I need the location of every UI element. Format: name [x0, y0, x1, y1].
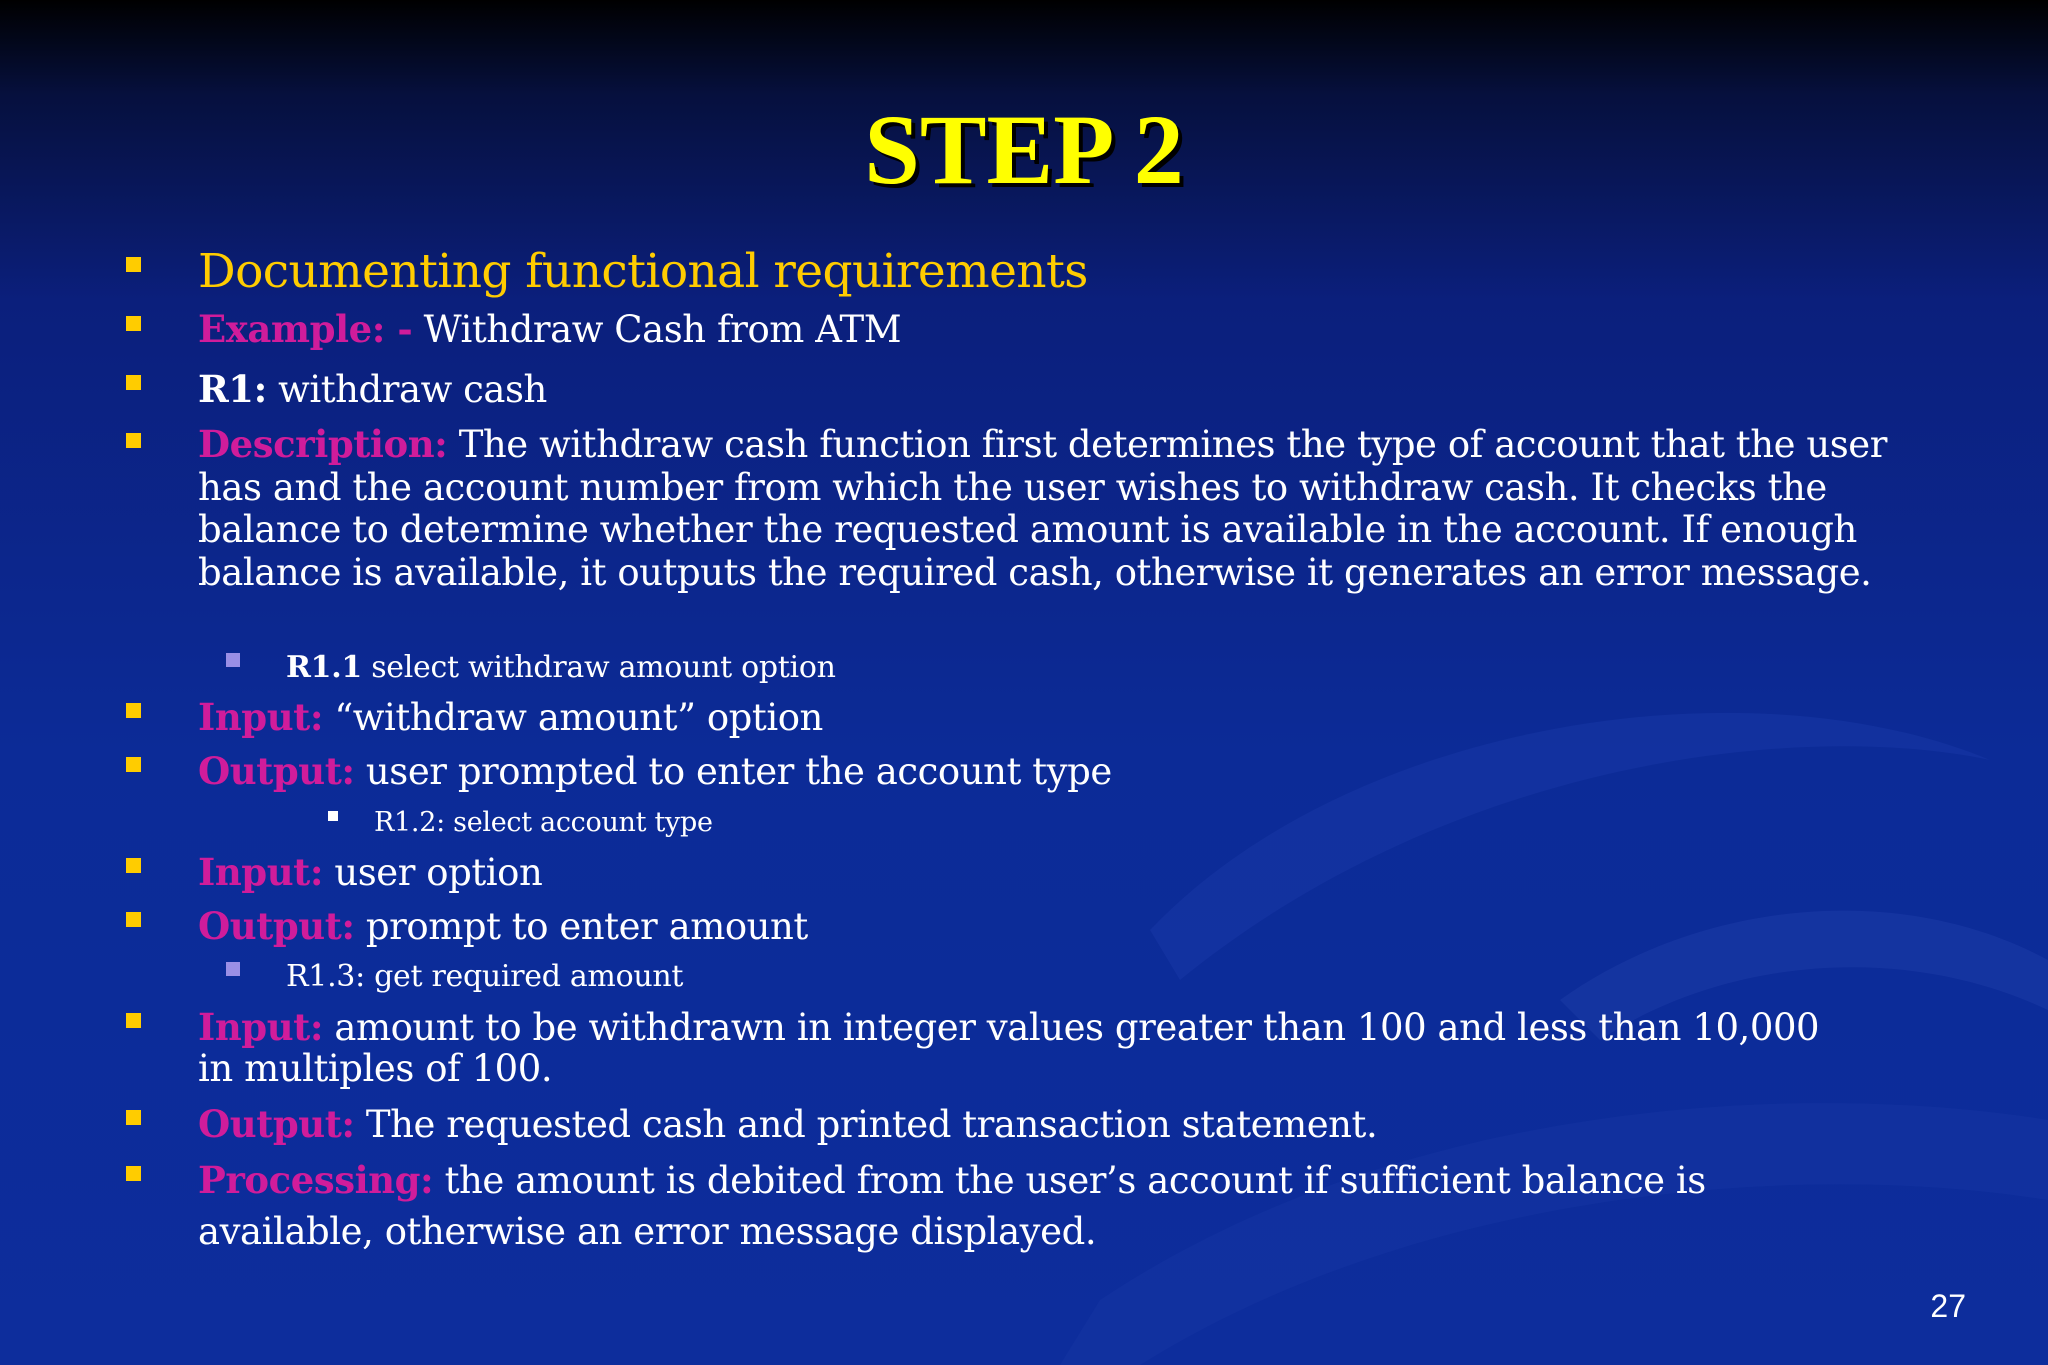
bullet-processing-continuation: available, otherwise an error message displayed.	[198, 1210, 1097, 1253]
r1-1-label: R1.1	[286, 650, 362, 685]
sub-bullet-marker	[226, 653, 240, 667]
output-1-label: Output:	[198, 749, 355, 793]
input-2-text: user option	[334, 851, 543, 894]
bullet-heading: Documenting functional requirements	[198, 244, 1088, 299]
bullet-processing	[198, 1159, 1706, 1202]
bullet-input-3	[198, 1006, 1819, 1049]
bullet-output-1	[198, 750, 1112, 793]
input-3-text: amount to be withdrawn in integer values greater than 100 and less than 10,000	[334, 1006, 1820, 1049]
output-1-text: user prompted to enter the account type	[365, 750, 1112, 793]
bullet-output-3	[198, 1103, 1377, 1146]
description-label: Description:	[198, 422, 448, 466]
page-number: 27	[1930, 1288, 1966, 1324]
processing-label: Processing:	[198, 1158, 434, 1202]
bullet-marker	[126, 1166, 141, 1181]
bullet-description	[198, 423, 1958, 594]
bullet-input-1	[198, 696, 823, 739]
sub-bullet-r1-1	[286, 650, 836, 686]
r1-1-text: select withdraw amount option	[371, 650, 836, 685]
bullet-marker	[126, 912, 141, 927]
sub-sub-bullet-marker	[328, 811, 338, 821]
bullet-example	[198, 308, 901, 351]
example-text: Withdraw Cash from ATM	[423, 308, 902, 351]
input-2-label: Input:	[198, 850, 324, 894]
bullet-marker	[126, 703, 141, 718]
bullet-marker	[126, 257, 141, 272]
output-3-text: The requested cash and printed transaction statement.	[365, 1103, 1378, 1146]
bullet-input-2	[198, 851, 542, 894]
output-2-text: prompt to enter amount	[365, 905, 808, 948]
r1-label: R1:	[198, 367, 267, 411]
sub-bullet-marker	[226, 962, 240, 976]
bullet-marker	[126, 858, 141, 873]
bullet-output-2	[198, 905, 808, 948]
bullet-marker	[126, 316, 141, 331]
example-label: Example: -	[198, 307, 413, 351]
sub-bullet-r1-3: R1.3: get required amount	[286, 959, 684, 994]
bullet-marker	[126, 1013, 141, 1028]
slide-title: STEP 2	[864, 94, 1184, 205]
processing-text: the amount is debited from the user’s account if sufficient balance is	[444, 1159, 1706, 1202]
sub-bullet-r1-2: R1.2: select account type	[374, 807, 713, 838]
bullet-marker	[126, 757, 141, 772]
bullet-marker	[126, 375, 141, 390]
bullet-marker	[126, 433, 141, 448]
bullet-marker	[126, 1110, 141, 1125]
r1-text: withdraw cash	[278, 368, 547, 411]
bullet-r1	[198, 368, 547, 411]
input-1-text: “withdraw amount” option	[334, 696, 823, 739]
bullet-input-3-continuation: in multiples of 100.	[198, 1047, 553, 1090]
input-3-label: Input:	[198, 1005, 324, 1049]
output-2-label: Output:	[198, 904, 355, 948]
description-text: The withdraw cash function first determines the type of account that the user has and the account number from which the user wishes to withdraw cash. It checks the balance to determine whether the requested amount is available in the account. If enough balance is available, it outputs the required cash, otherwise it generates an error message.	[198, 423, 1887, 594]
output-3-label: Output:	[198, 1102, 355, 1146]
input-1-label: Input:	[198, 695, 324, 739]
